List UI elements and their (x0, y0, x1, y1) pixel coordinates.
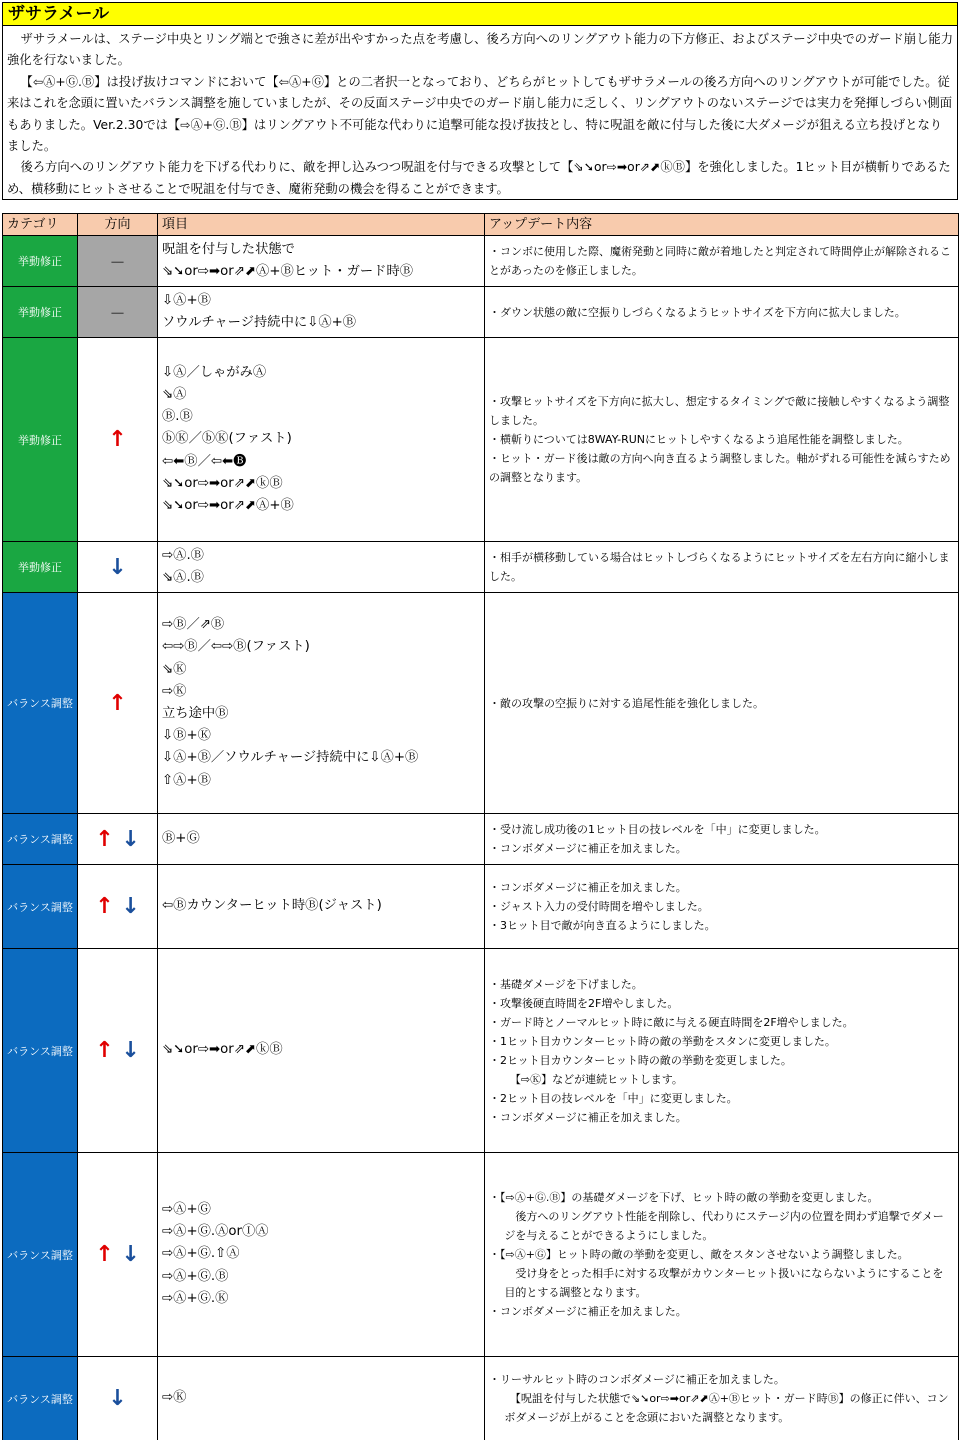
update-line: ・ダウン状態の敵に空振りしづらくなるようヒットサイズを下方向に拡大しました。 (489, 305, 906, 319)
update-line: ・2ヒット目の技レベルを「中」に変更しました。 (489, 1091, 738, 1105)
item-line: ⇨Ⓑ／⇗Ⓑ (162, 617, 225, 633)
intro-text (2, 26, 958, 200)
item-line: ⇨Ⓐ+Ⓖ.ⒶorⒾⒶ (162, 1224, 269, 1240)
item-line: ⇨Ⓐ+Ⓖ (162, 1201, 211, 1217)
table-row (3, 338, 959, 542)
update-line: ・基礎ダメージを下げました。 (489, 977, 643, 991)
direction-cell (78, 865, 158, 949)
item-line: ソウルチャージ持続中に⇩Ⓐ+Ⓑ (162, 315, 357, 330)
update-cell (485, 949, 959, 1153)
item-line: ⇘➘or⇨➡or⇗⬈Ⓐ+Ⓑヒット・ガード時Ⓑ (162, 264, 414, 279)
category-cell: バランス調整 (3, 814, 78, 865)
update-cell (485, 542, 959, 593)
update-cell (485, 338, 959, 542)
update-line: ・ジャスト入力の受付時間を増やしました。 (489, 900, 709, 913)
update-line: ・2ヒット目カウンターヒット時の敵の挙動を変更しました。 (489, 1053, 792, 1067)
table-row (3, 593, 959, 814)
category-cell: 挙動修正 (3, 236, 78, 287)
update-line: ・コンボダメージに補正を加えました。 (489, 842, 687, 855)
update-line: ・【⇨Ⓐ+Ⓖ】ヒット時の敵の挙動を変更し、敵をスタンさせないよう調整しました。 (489, 1248, 909, 1261)
item-line: ⇘Ⓐ.Ⓑ (162, 570, 204, 585)
page-title: ザサラメール (2, 2, 958, 26)
update-cell (485, 1357, 959, 1440)
category-cell: 挙動修正 (3, 542, 78, 593)
intro-paragraph: ザサラメールは、ステージ中央とリング端とで強さに差が出やすかった点を考慮し、後ろ方向へのリングアウト能力の下方修正、およびステージ中央でのガード崩し能力強化を行ないました。 (7, 32, 953, 68)
up-arrow-icon: ↑ (95, 1038, 114, 1063)
item-line: ⇩Ⓑ+Ⓚ (162, 728, 211, 744)
direction-cell (78, 814, 158, 865)
item-cell (158, 814, 485, 865)
down-arrow-icon: ↓ (121, 826, 140, 852)
item-cell (158, 593, 485, 814)
update-cell (485, 593, 959, 814)
item-cell (158, 865, 485, 949)
direction-cell: ↓ (78, 542, 158, 593)
update-line: ・横斬りについては8WAY-RUNにヒットしやすくなるよう追尾性能を調整しました。 (489, 433, 909, 446)
item-line: ⇘Ⓐ (162, 386, 187, 402)
item-line: ⇨Ⓐ.Ⓑ (162, 547, 204, 563)
update-line: ・敵の攻撃の空振りに対する追尾性能を強化しました。 (489, 696, 764, 710)
up-arrow-icon: ↑ (95, 1242, 114, 1267)
update-line: ・コンボダメージに補正を加えました。 (489, 1305, 687, 1318)
category-cell: 挙動修正 (3, 287, 78, 338)
item-line: ⇘➘or⇨➡or⇗⬈Ⓐ+Ⓑ (162, 498, 294, 513)
table-row (3, 287, 959, 338)
header-category: カテゴリ (3, 214, 78, 236)
item-line: ⇘Ⓚ (162, 661, 187, 677)
item-cell (158, 542, 485, 593)
update-line: 【⇨Ⓚ】などが連続ヒットします。 (504, 1072, 683, 1086)
item-line: ⇨Ⓐ+Ⓖ.Ⓚ (162, 1290, 229, 1306)
update-line: ・【⇨Ⓐ+Ⓖ.Ⓑ】の基礎ダメージを下げ、ヒット時の敵の挙動を変更しました。 (489, 1191, 879, 1204)
intro-paragraph: 後ろ方向へのリングアウト能力を下げる代わりに、敵を押し込みつつ呪詛を付与できる攻撃として【⇘➘or⇨➡or⇗⬈ⓚⒷ】を強化しました。1ヒット目が横斬りであるため、横移動にヒットさせることで呪詛を付与でき、魔術発動の機会を得ることができます。 (7, 160, 951, 196)
update-line: ・3ヒット目で敵が向き直るようにしました。 (489, 919, 716, 932)
item-line: 呪詛を付与した状態で (162, 241, 295, 257)
table-row (3, 1357, 959, 1440)
up-arrow-icon: ↑ (95, 826, 114, 852)
update-line: ・1ヒット目カウンターヒット時の敵の挙動をスタンに変更しました。 (489, 1034, 836, 1048)
category-cell: バランス調整 (3, 593, 78, 814)
item-cell (158, 949, 485, 1153)
header-direction: 方向 (78, 214, 158, 236)
intro-paragraph: 【⇦Ⓐ+Ⓖ.Ⓑ】は投げ抜けコマンドにおいて【⇦Ⓐ+Ⓖ】との二者択一となっており、どちらがヒットしてもザサラメールの後ろ方向へのリングアウトが可能でした。従来はこれを念頭に置いたバランス調整を施していましたが、その反面ステージ中央でのガード崩し能力に乏しく、リングアウトのないステージでは実力を発揮しづらい側面もありました。Ver.2.30では【⇨Ⓐ+Ⓖ.Ⓑ】はリングアウト不可能な代わりに追撃可能な投げ抜技とし、特に呪詛を敵に付与した後に大ダメージが狙える立ち投げとなりました。 (7, 74, 953, 154)
item-line: Ⓑ.Ⓑ (162, 409, 193, 425)
item-line: ⓑⓀ／ⓑⓀ(ファスト) (162, 431, 292, 447)
table-row (3, 949, 959, 1153)
category-cell: 挙動修正 (3, 338, 78, 542)
direction-cell: ↓ (78, 1357, 158, 1440)
update-line: 【呪詛を付与した状態で⇘➘or⇨➡or⇗⬈Ⓐ+Ⓑヒット・ガード時Ⓑ】の修正に伴い、コンボダメージが上がることを念頭においた調整となります。 (504, 1392, 949, 1424)
table-row (3, 1153, 959, 1357)
item-line: ⇩Ⓐ+Ⓑ (162, 292, 211, 308)
direction-cell: ↑ (78, 338, 158, 542)
header-update: アップデート内容 (485, 214, 959, 236)
update-line: ・攻撃後硬直時間を2F増やしました。 (489, 996, 679, 1010)
update-line: ・コンボダメージに補正を加えました。 (489, 881, 687, 894)
item-cell (158, 287, 485, 338)
update-line: ・リーサルヒット時のコンボダメージに補正を加えました。 (489, 1373, 785, 1386)
direction-cell: － (78, 287, 158, 338)
item-line: ⇧Ⓐ+Ⓑ (162, 772, 211, 788)
update-cell (485, 236, 959, 287)
up-arrow-icon: ↑ (95, 894, 114, 919)
update-line: 受け身をとった相手に対する攻撃がカウンターヒット扱いにならないようにすることを目的とする調整となります。 (504, 1267, 944, 1299)
item-line: ⇨Ⓐ+Ⓖ.Ⓑ (162, 1268, 229, 1284)
update-line: ・ヒット・ガード後は敵の方向へ向き直るよう調整しました。軸がずれる可能性を減らすための調整となります。 (489, 452, 951, 484)
update-cell (485, 814, 959, 865)
table-row (3, 814, 959, 865)
item-line: ⇨Ⓚ (162, 1390, 187, 1406)
update-line: ・ガード時とノーマルヒット時に敵に与える硬直時間を2F増やしました。 (489, 1015, 854, 1029)
category-cell: バランス調整 (3, 949, 78, 1153)
update-line: ・コンボダメージに補正を加えました。 (489, 1110, 687, 1124)
update-line: 後方へのリングアウト性能を削除し、代わりにステージ内の位置を問わず追撃でダメージを与えることができるようにしました。 (504, 1210, 944, 1242)
item-line: ⇘➘or⇨➡or⇗⬈ⓚⒷ (162, 1042, 283, 1058)
item-cell (158, 236, 485, 287)
item-line: ⇨Ⓐ+Ⓖ.⇧Ⓐ (162, 1246, 240, 1262)
down-arrow-icon: ↓ (121, 894, 140, 919)
item-cell (158, 1357, 485, 1440)
item-line: ⇦Ⓑカウンターヒット時Ⓑ(ジャスト) (162, 898, 382, 914)
item-cell (158, 1153, 485, 1357)
table-row (3, 542, 959, 593)
category-cell: バランス調整 (3, 1357, 78, 1440)
item-line: ⇦⬅Ⓑ／⇦⬅🅑 (162, 453, 247, 469)
item-line: ⇩Ⓐ／しゃがみⒶ (162, 364, 267, 380)
table-row (3, 236, 959, 287)
item-line: ⇦⇨Ⓑ／⇦⇨Ⓑ(ファスト) (162, 639, 310, 655)
update-cell (485, 287, 959, 338)
update-line: ・相手が横移動している場合はヒットしづらくなるようにヒットサイズを左右方向に縮小しました。 (489, 551, 950, 583)
item-line: ⇩Ⓐ+Ⓑ／ソウルチャージ持続中に⇩Ⓐ+Ⓑ (162, 750, 419, 766)
update-table (2, 213, 959, 1440)
category-cell: バランス調整 (3, 1153, 78, 1357)
update-line: ・コンボに使用した際、魔術発動と同時に敵が着地したと判定されて時間停止が解除されることがあったのを修正しました。 (489, 245, 951, 277)
direction-cell (78, 1153, 158, 1357)
update-cell (485, 1153, 959, 1357)
update-line: ・攻撃ヒットサイズを下方向に拡大し、想定するタイミングで敵に接触しやすくなるよう調整しました。 (489, 395, 950, 427)
down-arrow-icon: ↓ (121, 1242, 140, 1267)
down-arrow-icon: ↓ (121, 1038, 140, 1063)
item-line: Ⓑ+Ⓖ (162, 830, 200, 846)
category-cell: バランス調整 (3, 865, 78, 949)
item-line: ⇨Ⓚ (162, 683, 187, 699)
direction-cell: － (78, 236, 158, 287)
update-line: ・受け流し成功後の1ヒット目の技レベルを「中」に変更しました。 (489, 823, 826, 836)
item-line: 立ち途中Ⓑ (162, 706, 229, 721)
header-item: 項目 (158, 214, 485, 236)
direction-cell (78, 949, 158, 1153)
direction-cell: ↑ (78, 593, 158, 814)
table-header-row (3, 214, 959, 236)
update-cell (485, 865, 959, 949)
item-cell (158, 338, 485, 542)
item-line: ⇘➘or⇨➡or⇗⬈ⓚⒷ (162, 475, 283, 491)
table-row (3, 865, 959, 949)
